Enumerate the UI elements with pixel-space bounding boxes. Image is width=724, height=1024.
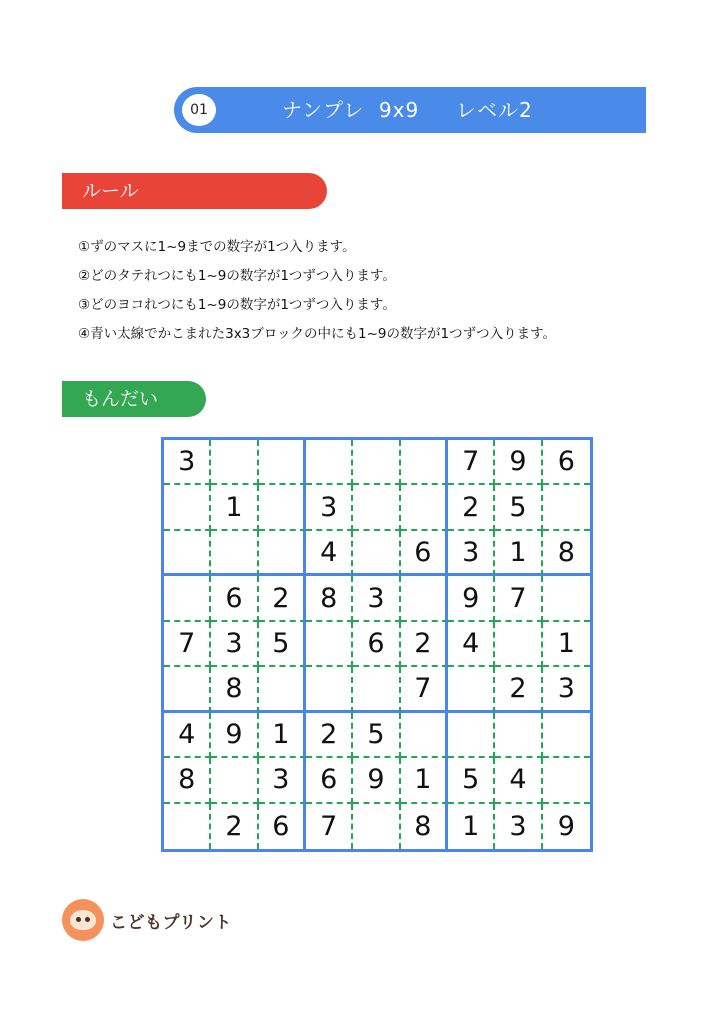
sudoku-cell: 5 bbox=[353, 713, 400, 758]
sudoku-cell[interactable] bbox=[164, 804, 211, 849]
sudoku-cell: 6 bbox=[353, 622, 400, 667]
sudoku-cell: 7 bbox=[448, 440, 495, 485]
sudoku-cell: 8 bbox=[543, 531, 590, 576]
sudoku-cell: 5 bbox=[448, 758, 495, 803]
sudoku-cell: 1 bbox=[259, 713, 306, 758]
sudoku-cell[interactable] bbox=[211, 531, 258, 576]
logo-text: こどもプリント bbox=[110, 912, 232, 933]
sudoku-cell: 3 bbox=[211, 622, 258, 667]
sudoku-cell: 5 bbox=[495, 485, 542, 530]
sudoku-cell: 9 bbox=[557, 810, 575, 842]
sudoku-cell[interactable] bbox=[164, 531, 211, 576]
sudoku-cell[interactable] bbox=[401, 485, 448, 530]
sudoku-cell: 1 bbox=[448, 804, 495, 849]
rules-list bbox=[78, 236, 556, 352]
sudoku-cell[interactable] bbox=[306, 667, 353, 712]
sudoku-cell: 7 bbox=[401, 667, 448, 712]
sudoku-cell: 7 bbox=[495, 576, 542, 621]
sudoku-cell: 6 bbox=[306, 758, 353, 803]
sudoku-cell: 9 bbox=[495, 440, 542, 485]
sudoku-cell: 8 bbox=[306, 576, 353, 621]
sudoku-cell: 4 bbox=[495, 758, 542, 803]
sudoku-cell[interactable] bbox=[543, 576, 590, 621]
sudoku-cell: 6 bbox=[211, 576, 258, 621]
sudoku-cell[interactable] bbox=[543, 758, 590, 803]
sudoku-cell: 7 bbox=[164, 622, 211, 667]
sudoku-cell[interactable] bbox=[353, 804, 400, 849]
sudoku-cell[interactable] bbox=[306, 622, 353, 667]
sudoku-cell: 4 bbox=[448, 622, 495, 667]
sudoku-cell[interactable] bbox=[259, 485, 306, 530]
sudoku-cell[interactable] bbox=[259, 440, 306, 485]
sudoku-cell[interactable] bbox=[543, 485, 590, 530]
sudoku-grid bbox=[161, 437, 593, 852]
rules-heading: ルール bbox=[62, 173, 327, 209]
sudoku-cell[interactable] bbox=[353, 531, 400, 576]
sudoku-cell[interactable] bbox=[495, 622, 542, 667]
sudoku-cell: 9 bbox=[353, 758, 400, 803]
sudoku-cell[interactable] bbox=[543, 713, 590, 758]
sudoku-cell: 3 bbox=[306, 485, 353, 530]
sudoku-cell: 6 bbox=[259, 804, 306, 849]
sudoku-cell[interactable] bbox=[306, 440, 353, 485]
sudoku-cell: 1 bbox=[401, 758, 448, 803]
rule-item: ③どのヨコれつにも1~9の数字が1つずつ入ります。 bbox=[78, 297, 396, 313]
sudoku-cell: 3 bbox=[353, 576, 400, 621]
sudoku-cell: 9 bbox=[211, 713, 258, 758]
sudoku-cell: 4 bbox=[164, 713, 211, 758]
sudoku-cell[interactable] bbox=[353, 485, 400, 530]
problem-heading: もんだい bbox=[62, 381, 206, 417]
sudoku-cell: 8 bbox=[401, 804, 448, 849]
sudoku-cell[interactable] bbox=[401, 440, 448, 485]
sudoku-cell[interactable] bbox=[211, 440, 258, 485]
sudoku-cell: 1 bbox=[211, 485, 258, 530]
sudoku-cell: 1 bbox=[495, 531, 542, 576]
sudoku-cell[interactable] bbox=[164, 667, 211, 712]
sudoku-cell[interactable] bbox=[211, 758, 258, 803]
sudoku-cell[interactable] bbox=[401, 576, 448, 621]
sudoku-cell[interactable] bbox=[448, 667, 495, 712]
sudoku-cell[interactable] bbox=[401, 713, 448, 758]
sudoku-cell: 4 bbox=[306, 531, 353, 576]
sudoku-cell: 2 bbox=[306, 713, 353, 758]
cat-face-icon bbox=[62, 899, 104, 941]
sudoku-cell: 6 bbox=[543, 440, 590, 485]
rule-item: ②どのタテれつにも1~9の数字が1つずつ入ります。 bbox=[78, 268, 396, 284]
rule-item: ④青い太線でかこまれた3x3ブロックの中にも1~9の数字が1つずつ入ります。 bbox=[78, 326, 556, 342]
sudoku-cell[interactable] bbox=[353, 440, 400, 485]
sudoku-cell: 5 bbox=[259, 622, 306, 667]
sudoku-cell: 8 bbox=[164, 758, 211, 803]
sudoku-cell: 3 bbox=[543, 667, 590, 712]
sudoku-cell[interactable] bbox=[353, 667, 400, 712]
sudoku-cell[interactable] bbox=[164, 576, 211, 621]
sudoku-cell: 2 bbox=[211, 804, 258, 849]
sudoku-cell: 3 bbox=[448, 531, 495, 576]
sudoku-cell: 2 bbox=[495, 667, 542, 712]
sudoku-cell[interactable] bbox=[259, 667, 306, 712]
sudoku-cell: 1 bbox=[543, 622, 590, 667]
site-logo bbox=[62, 898, 232, 942]
sudoku-cell: 2 bbox=[448, 485, 495, 530]
sudoku-cell[interactable] bbox=[164, 485, 211, 530]
sudoku-cell: 6 bbox=[401, 531, 448, 576]
title-bar bbox=[174, 87, 646, 133]
worksheet-number-badge: 01 bbox=[182, 94, 216, 126]
sudoku-cell: 2 bbox=[401, 622, 448, 667]
sudoku-cell: 2 bbox=[259, 576, 306, 621]
rule-item: ①ずのマスに1~9までの数字が1つ入ります。 bbox=[78, 239, 356, 255]
worksheet-title: ナンプレ 9x9 レベル2 bbox=[282, 98, 533, 122]
sudoku-cell[interactable] bbox=[495, 713, 542, 758]
sudoku-cell: 9 bbox=[448, 576, 495, 621]
sudoku-cell[interactable] bbox=[448, 713, 495, 758]
sudoku-cell[interactable] bbox=[259, 531, 306, 576]
sudoku-cell: 3 bbox=[495, 804, 542, 849]
sudoku-cell: 7 bbox=[306, 804, 353, 849]
sudoku-cell: 3 bbox=[259, 758, 306, 803]
sudoku-cell: 3 bbox=[164, 440, 211, 485]
sudoku-cell: 8 bbox=[211, 667, 258, 712]
